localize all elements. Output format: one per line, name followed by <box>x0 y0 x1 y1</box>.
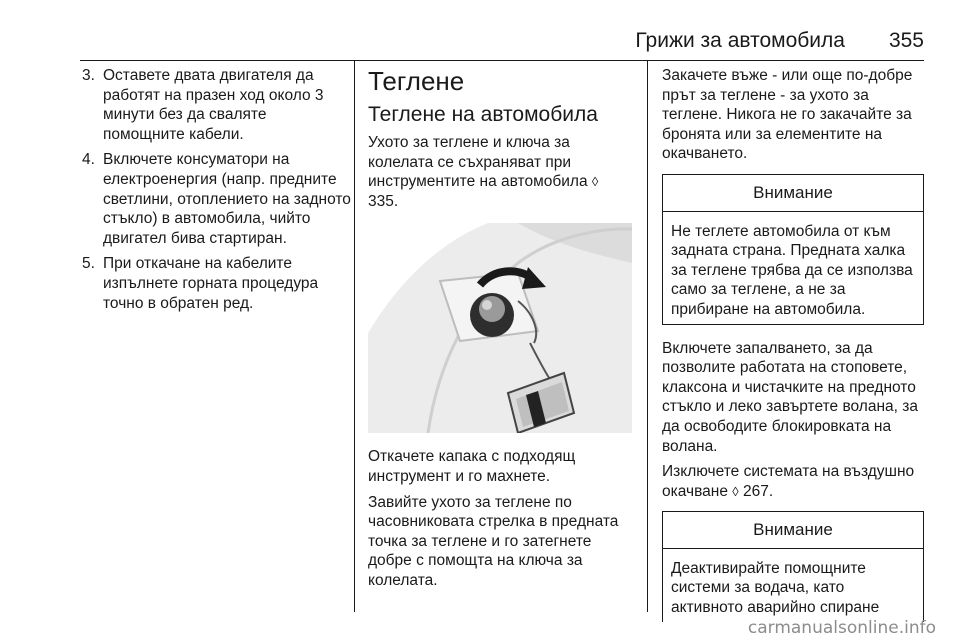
section-subheading: Теглене на автомобила <box>368 103 598 126</box>
paragraph: Закачете въже - или още по-добре прът за теглене - за ухото за теглене. Никога не го закачайте за бронята или за елементите на окачването. <box>662 67 913 163</box>
paragraph: Включете запалването, за да позволите работата на стоповете, клаксона и чистачките на предното стъкло и леко завъртете волана, за да освободите блокировката на волана. <box>662 339 918 455</box>
column-divider-1 <box>354 60 355 612</box>
page-ref: 335. <box>368 192 399 210</box>
list-item: 3. Оставете двата двигателя да работят на празен ход около 3 минути без да сваляте помощните кабели. <box>82 67 324 143</box>
column-middle <box>368 66 632 597</box>
page-header <box>0 26 924 56</box>
towing-eye-cover-illustration <box>368 223 632 433</box>
page-ref-icon: ◊ <box>732 483 739 499</box>
warning-body: Не теглете автомобила от към задната страна. Предната халка за теглене трябва да се използва само за теглене, а не за прибиране на автомобила. <box>671 222 913 318</box>
paragraph: Откачете капака с подходящ инструмент и го махнете. <box>368 448 576 485</box>
warning-title: Внимание <box>663 175 923 212</box>
page-title: Грижи за автомобила <box>635 29 845 52</box>
warning-box <box>662 174 924 325</box>
column-right <box>662 66 924 636</box>
steps-list <box>82 66 352 313</box>
page-number: 355 <box>888 29 924 52</box>
page-ref: 267. <box>743 482 774 500</box>
paragraph: Завийте ухото за теглене по часовниковата стрелка в предната точка за теглене и го затегнете добре с помощта на ключа за колелата. <box>368 493 619 589</box>
list-item: 5. При откачане на кабелите изпълнете горната процедура точно в обратен ред. <box>82 255 319 312</box>
warning-title: Внимание <box>663 512 923 549</box>
paragraph: Изключете системата на въздушно окачване ◊ 267. <box>662 463 915 500</box>
header-divider <box>80 60 924 61</box>
watermark: carmanualsonline.info <box>747 618 936 638</box>
column-left <box>82 66 352 319</box>
list-item: 4. Включете консуматори на електроенергия (напр. предните светлини, отоплението на задното стъкло) в автомобила, чийто двигател бива стартиран. <box>82 151 351 247</box>
column-divider-2 <box>647 60 648 612</box>
page-ref-icon: ◊ <box>591 174 599 190</box>
warning-body: Деактивирайте помощните системи за водача, като активното аварийно спиране <box>671 559 880 617</box>
section-heading: Теглене <box>368 66 465 96</box>
warning-box <box>662 511 924 621</box>
intro-paragraph: Ухото за теглене и ключа за колелата се съхраняват при инструментите на автомобила ◊ 335. <box>368 134 599 210</box>
